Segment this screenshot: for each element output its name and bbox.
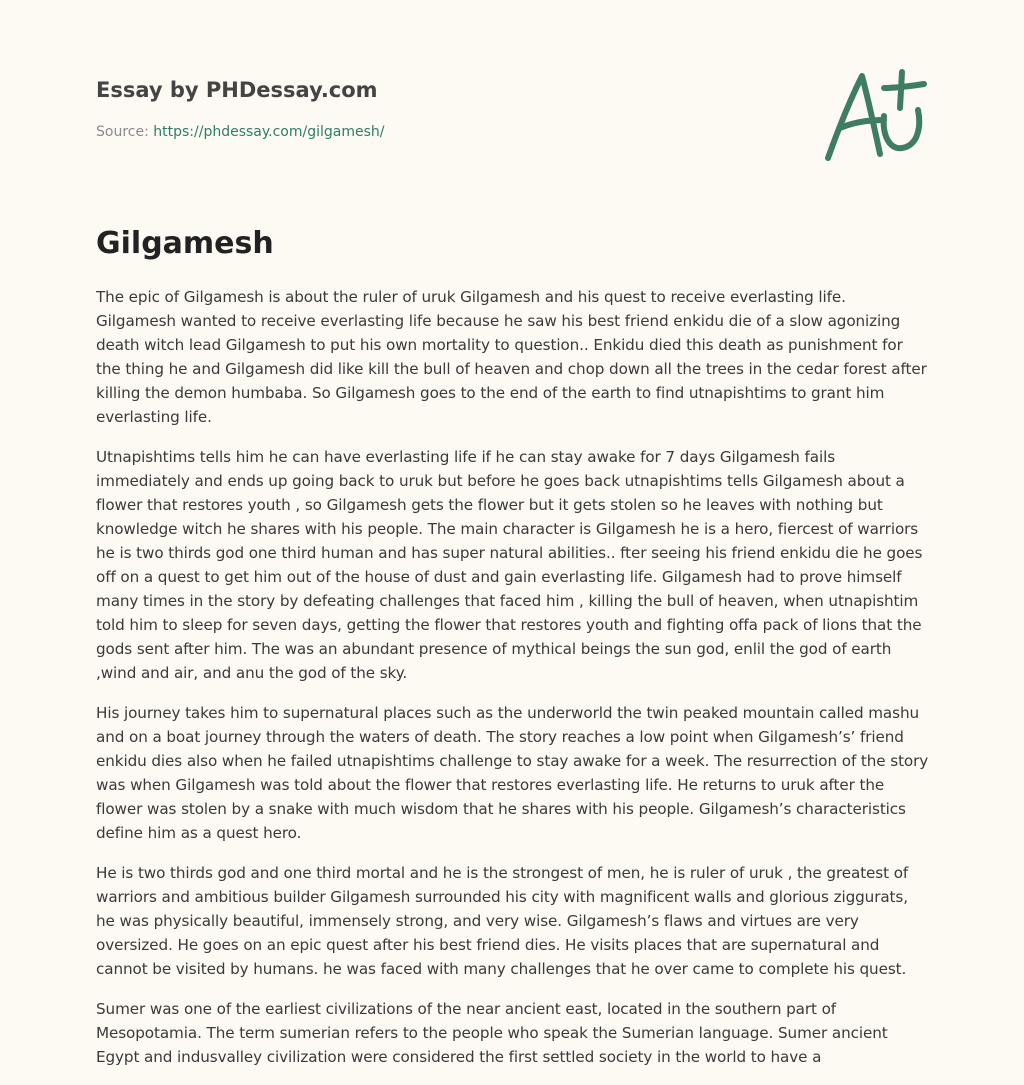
- brand-title: Essay by PHDessay.com: [96, 78, 378, 102]
- source-link[interactable]: https://phdessay.com/gilgamesh/: [153, 124, 385, 140]
- a-plus-icon: [820, 64, 930, 168]
- essay-title: Gilgamesh: [96, 226, 274, 261]
- essay-paragraph: His journey takes him to supernatural places such as the underworld the twin peaked mountain called mashu and on a boat journey through the waters of death. The story reaches a low point when Gilgamesh’s’ friend enkidu dies also when he failed utnapishtims challenge to stay awake for a week. The resurrection of the story was when Gilgamesh was told about the flower that restores everlasting life. He returns to uruk after the flower was stolen by a snake with much wisdom that he shares with his people. Gilgamesh’s characteristics define him as a quest hero.: [96, 704, 929, 842]
- essay-paragraph: Utnapishtims tells him he can have everlasting life if he can stay awake for 7 days Gilgamesh fails immediately and ends up going back to uruk but before he goes back utnapishtims tells Gilgamesh about a flower that restores youth , so Gilgamesh gets the flower but it gets stolen so he leaves with nothing but knowledge witch he shares with his people. The main character is Gilgamesh he is a hero, fiercest of warriors he is two thirds god one third human and has super natural abilities.. fter seeing his friend enkidu die he goes off on a quest to get him out of the house of dust and gain everlasting life. Gilgamesh had to prove himself many times in the story by defeating challenges that faced him , killing the bull of heaven, when utnapishtim told him to sleep for seven days, getting the flower that restores youth and fighting offa pack of lions that the gods sent after him. The was an abundant presence of mythical beings the sun god, enlil the god of earth ,wind and air, and anu the god of the sky.: [96, 448, 923, 682]
- essay-paragraph: Sumer was one of the earliest civilizations of the near ancient east, located in the southern part of Mesopotamia. The term sumerian refers to the people who speak the Sumerian language. Sumer ancient Egypt and indusvalley civilization were considered the first settled society in the world to have a: [96, 1000, 888, 1066]
- source-line: [96, 122, 385, 142]
- essay-header: [96, 74, 385, 142]
- source-label: Source:: [96, 124, 154, 140]
- essay-paragraph: He is two thirds god and one third mortal and he is the strongest of men, he is ruler of uruk , the greatest of warriors and ambitious builder Gilgamesh surrounded his city with magnificent walls and glorious ziggurats, he was physically beautiful, immensely strong, and very wise. Gilgamesh’s flaws and virtues are very oversized. He goes on an epic quest after his best friend dies. He visits places that are supernatural and cannot be visited by humans. he was faced with many challenges that he over came to complete his quest.: [96, 864, 909, 978]
- essay-body: [96, 285, 930, 1085]
- essay-paragraph: The epic of Gilgamesh is about the ruler of uruk Gilgamesh and his quest to receive everlasting life. Gilgamesh wanted to receive everlasting life because he saw his best friend enkidu die of a slow agonizing death witch lead Gilgamesh to put his own mortality to question.. Enkidu died this death as punishment for the thing he and Gilgamesh did like kill the bull of heaven and chop down all the trees in the cedar forest after killing the demon humbaba. So Gilgamesh goes to the end of the earth to find utnapishtims to grant him everlasting life.: [96, 288, 927, 426]
